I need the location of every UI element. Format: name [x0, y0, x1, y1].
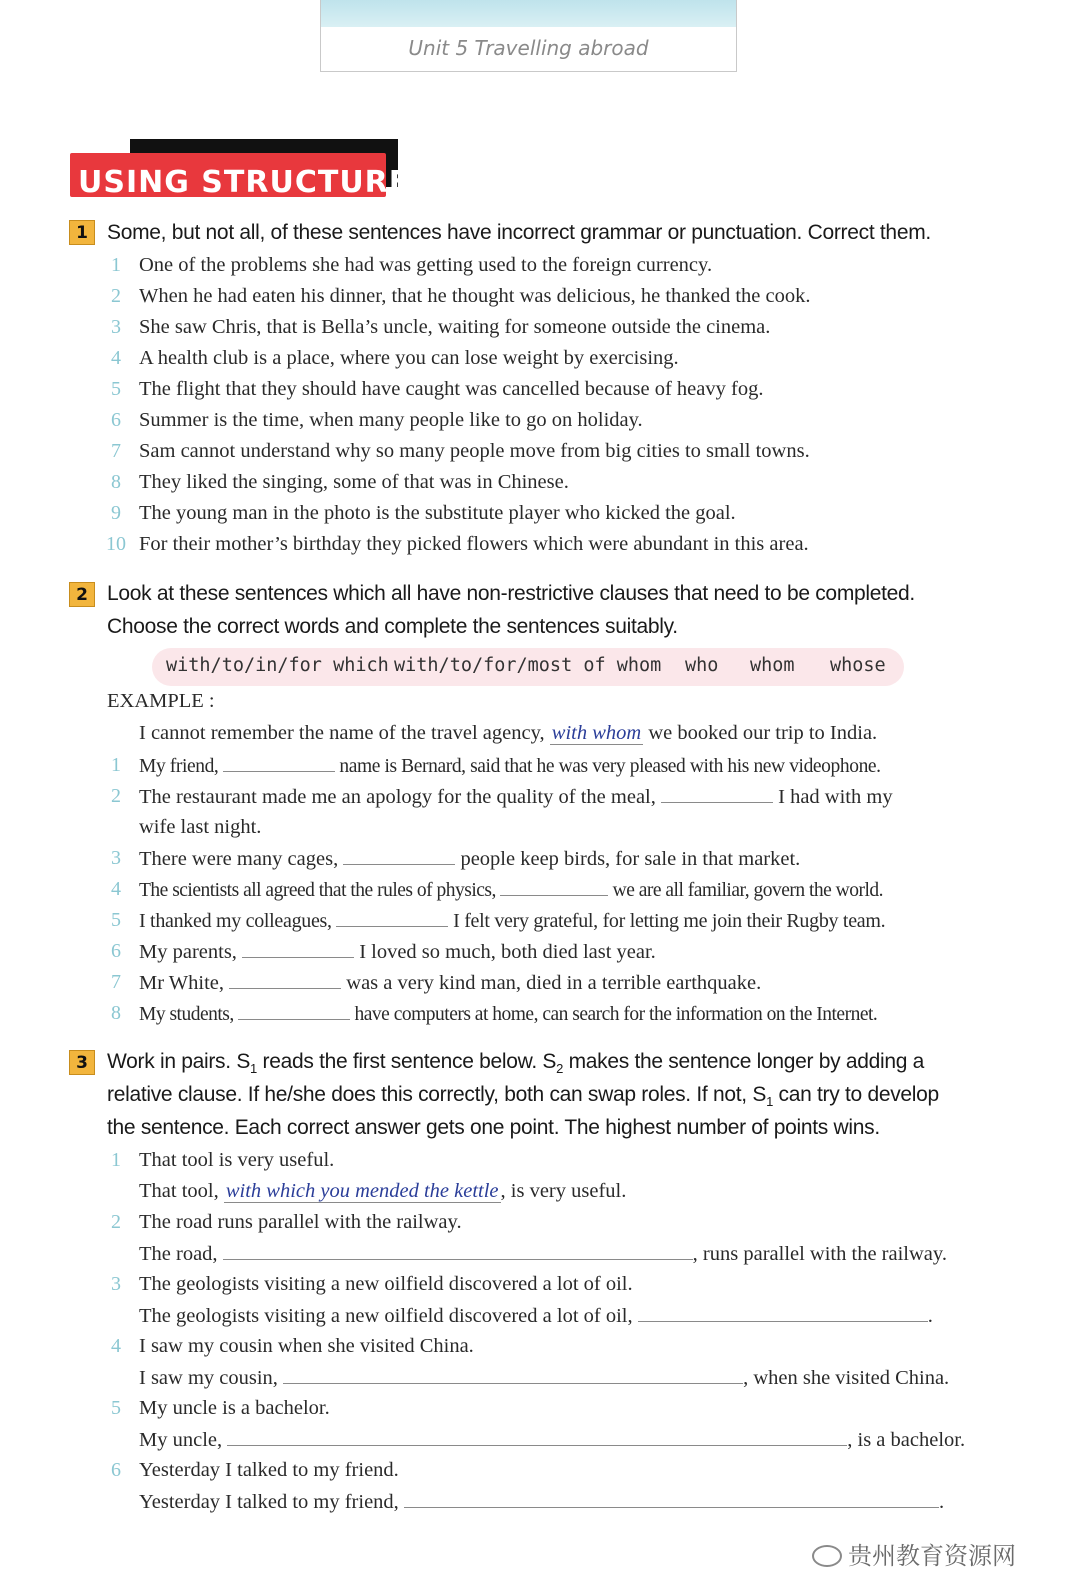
word-option: whose: [830, 655, 886, 676]
section-1-instruction: Some, but not all, of these sentences have incorrect grammar or punctuation. Correct them.: [107, 221, 931, 244]
wechat-icon: [812, 1545, 842, 1567]
list-item: 4 The scientists all agreed that the rules of physics, we are all familiar, govern the world.: [111, 878, 884, 901]
section-heading-text: USING STRUCTURES: [78, 165, 433, 200]
section-3-instruction-line3: the sentence. Each correct answer gets one point. The highest number of points wins.: [107, 1116, 880, 1139]
answer-blank[interactable]: [238, 1002, 350, 1020]
list-item: 6 My parents, I loved so much, both died last year.: [111, 940, 656, 963]
extended-sentence: I saw my cousin, , when she visited China.: [139, 1367, 950, 1389]
extended-sentence: Yesterday I talked to my friend, .: [139, 1491, 945, 1513]
answer-blank[interactable]: [404, 1490, 939, 1508]
list-item: 7 Mr White, was a very kind man, died in a terrible earthquake.: [111, 971, 762, 994]
list-item: 3 She saw Chris, that is Bella’s uncle, waiting for someone outside the cinema.: [111, 316, 771, 338]
list-item: 9 The young man in the photo is the substitute player who kicked the goal.: [111, 502, 736, 524]
extended-sentence: The geologists visiting a new oilfield discovered a lot of oil, .: [139, 1305, 933, 1327]
section-number-1: 1: [69, 220, 95, 245]
list-item: 6 Yesterday I talked to my friend.: [111, 1459, 399, 1481]
list-item: 8 My students, have computers at home, can search for the information on the Internet.: [111, 1002, 878, 1025]
answer-blank[interactable]: [661, 785, 773, 803]
answer-blank[interactable]: [638, 1304, 928, 1322]
watermark: 贵州教育资源网: [812, 1536, 1016, 1571]
answer-blank[interactable]: [223, 754, 335, 772]
section-2-instruction-line1: Look at these sentences which all have non-restrictive clauses that need to be completed.: [107, 582, 915, 605]
list-item: 4 I saw my cousin when she visited China.: [111, 1335, 474, 1357]
answer-blank[interactable]: [283, 1366, 743, 1384]
word-option: who: [685, 655, 719, 676]
list-item: 10 For their mother’s birthday they picked flowers which were abundant in this area.: [106, 533, 809, 555]
section-3-instruction-line1: Work in pairs. $S_1$ reads the first sentence below. $S_2$ makes the sentence longer by adding a: [107, 1050, 925, 1077]
list-item: 6 Summer is the time, when many people like to go on holiday.: [111, 409, 643, 431]
answer-blank[interactable]: [242, 940, 354, 958]
word-option: whom: [750, 655, 795, 676]
unit-title: Unit 5 Travelling abroad: [408, 36, 649, 60]
list-item: 7 Sam cannot understand why so many people move from big cities to small towns.: [111, 440, 810, 462]
list-item: 8 They liked the singing, some of that was in Chinese.: [111, 471, 569, 493]
word-box: [152, 648, 904, 686]
answer-blank[interactable]: [500, 878, 608, 896]
list-item: 1 That tool is very useful.: [111, 1149, 335, 1171]
section-number-2: 2: [69, 582, 95, 607]
list-item: 5 My uncle is a bachelor.: [111, 1397, 330, 1419]
list-item: 2 The road runs parallel with the railway.: [111, 1211, 462, 1233]
list-item: 1 My friend, name is Bernard, said that he was very pleased with his new videophone.: [111, 754, 881, 777]
section-2-instruction-line2: Choose the correct words and complete the sentences suitably.: [107, 615, 678, 638]
list-item: 2 The restaurant made me an apology for the quality of the meal, I had with my: [111, 785, 893, 808]
example-answer: with which you mended the kettle: [225, 1180, 499, 1202]
list-item: 3 There were many cages, people keep birds, for sale in that market.: [111, 847, 801, 870]
answer-blank[interactable]: [227, 1428, 847, 1446]
extended-sentence: The road, , runs parallel with the railway.: [139, 1243, 947, 1265]
answer-blank[interactable]: [336, 909, 448, 927]
list-item-continuation: wife last night.: [139, 816, 262, 838]
word-option: with/to/in/for which: [166, 655, 389, 676]
answer-blank[interactable]: [343, 847, 455, 865]
word-option: with/to/for/most of whom: [394, 655, 662, 676]
section-number-3: 3: [69, 1050, 95, 1075]
extended-sentence: That tool, with which you mended the kettle, is very useful.: [139, 1180, 627, 1202]
list-item: 5 The flight that they should have caught was cancelled because of heavy fog.: [111, 378, 764, 400]
section-heading: [70, 139, 433, 200]
answer-blank[interactable]: [229, 971, 341, 989]
list-item: 3 The geologists visiting a new oilfield discovered a lot of oil.: [111, 1273, 633, 1295]
answer-blank[interactable]: [223, 1242, 693, 1260]
example-answer: with whom: [551, 722, 642, 744]
unit-header-band: [321, 0, 736, 27]
unit-header: [320, 0, 737, 72]
section-3-instruction-line2: relative clause. If he/she does this correctly, both can swap roles. If not, $S_1$ can try to develop: [107, 1083, 939, 1110]
extended-sentence: My uncle, , is a bachelor.: [139, 1429, 966, 1451]
example-label: EXAMPLE :: [107, 690, 215, 712]
list-item: 2 When he had eaten his dinner, that he thought was delicious, he thanked the cook.: [111, 285, 811, 307]
example-sentence: I cannot remember the name of the travel agency, with whom we booked our trip to India.: [139, 722, 878, 744]
list-item: 4 A health club is a place, where you can lose weight by exercising.: [111, 347, 679, 369]
list-item: 5 I thanked my colleagues, I felt very grateful, for letting me join their Rugby team.: [111, 909, 886, 932]
list-item: 1 One of the problems she had was getting used to the foreign currency.: [111, 254, 713, 276]
